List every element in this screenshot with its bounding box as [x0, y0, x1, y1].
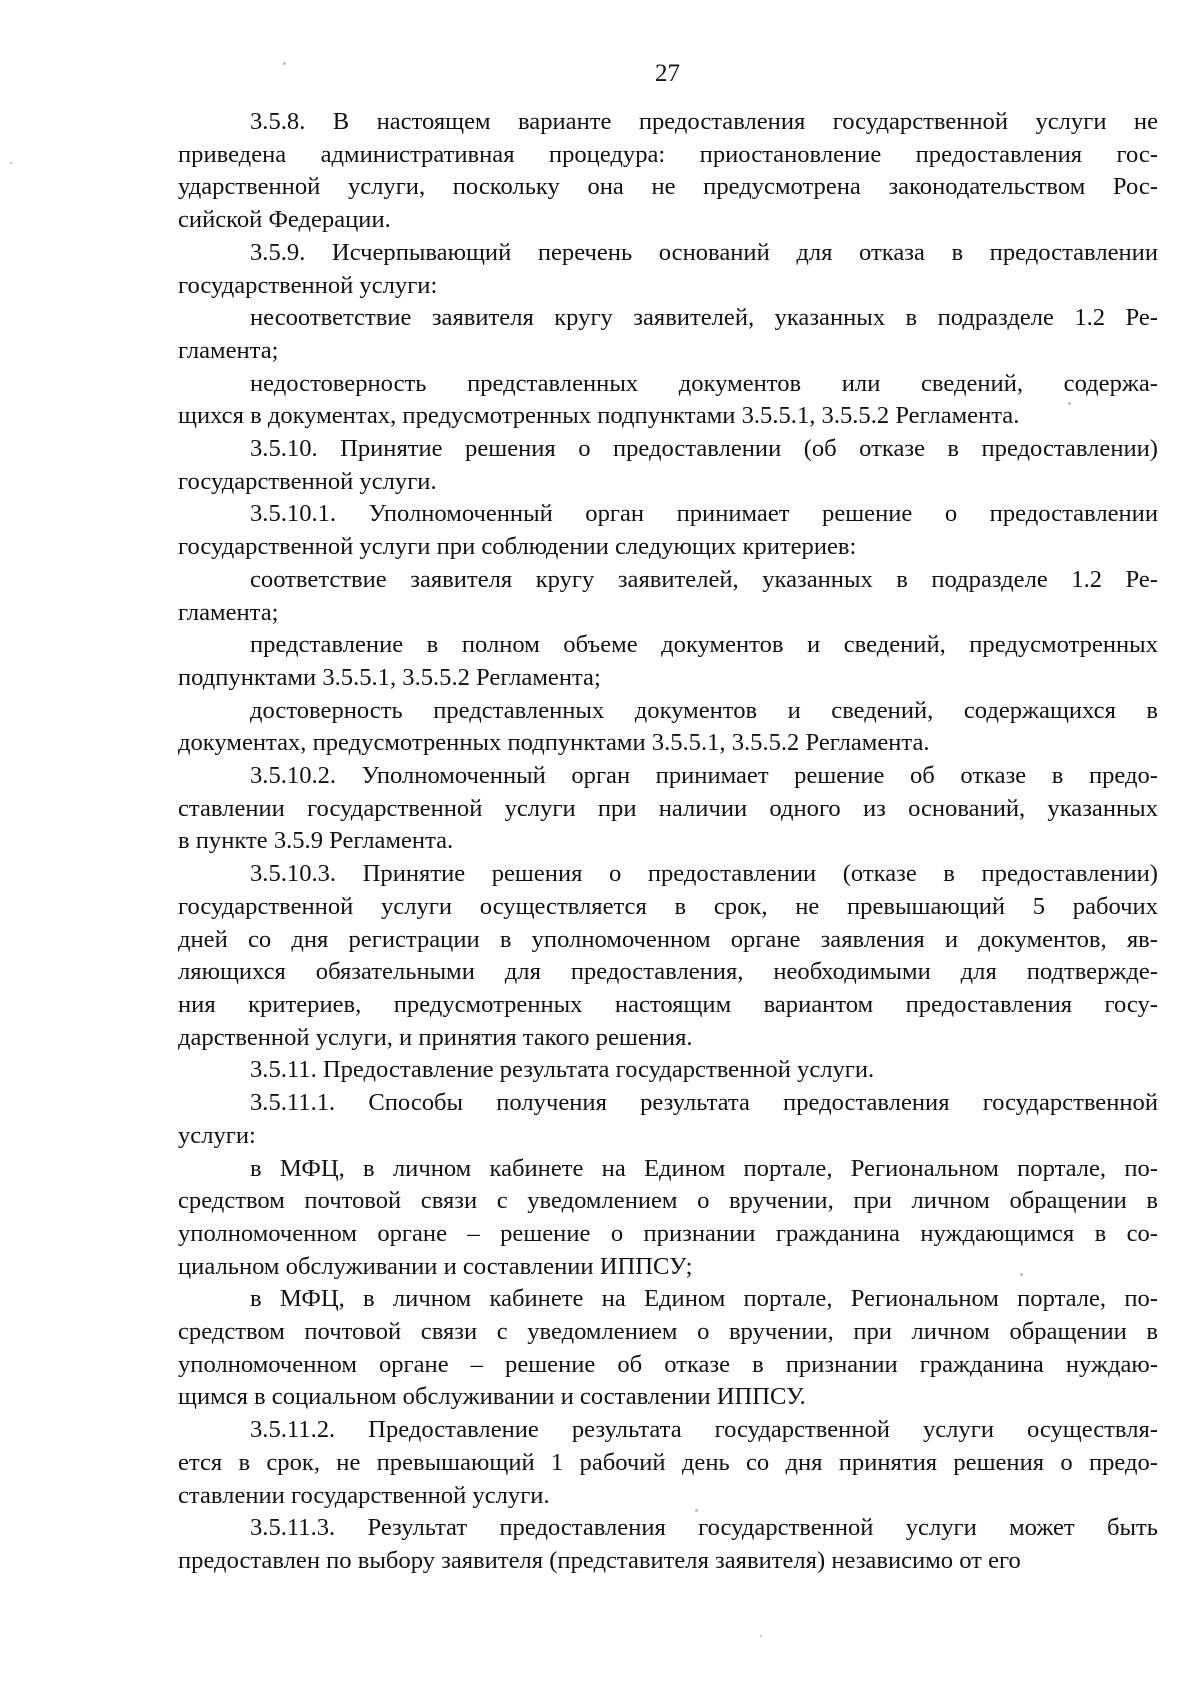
paragraph-line: в пункте 3.5.9 Регламента.	[178, 827, 454, 855]
paragraph-line: ния критериев, предусмотренных настоящим вариантом предоставления госу-	[178, 990, 1158, 1018]
scan-speck	[695, 1509, 698, 1512]
paragraph	[178, 433, 1158, 498]
paragraph-line: 3.5.10. Принятие решения о предоставлении (об отказе в предоставлении)	[250, 435, 1158, 463]
paragraph	[178, 629, 1158, 694]
paragraph-line: 3.5.11. Предоставление результата государственной услуги.	[250, 1056, 875, 1084]
paragraph-line: ляющихся обязательными для предоставления, необходимыми для подтвержде-	[178, 958, 1158, 986]
paragraph-line: 3.5.8. В настоящем варианте предоставления государственной услуги не	[250, 108, 1158, 135]
paragraph	[178, 695, 1158, 760]
paragraph-line: ставлении государственной услуги при наличии одного из оснований, указанных	[178, 794, 1158, 822]
paragraph	[178, 1054, 1158, 1087]
paragraph-line: 3.5.11.1. Способы получения результата предоставления государственной	[250, 1089, 1158, 1117]
paragraph	[178, 106, 1158, 237]
paragraph-line: достоверность представленных документов и сведений, содержащихся в	[250, 696, 1158, 724]
paragraph-line: государственной услуги при соблюдении следующих критериев:	[178, 533, 857, 561]
paragraph	[178, 564, 1158, 629]
paragraph-line: средством почтовой связи с уведомлением о вручении, при личном обращении в	[178, 1318, 1158, 1346]
paragraph-line: в МФЦ, в личном кабинете на Едином портале, Региональном портале, по-	[250, 1285, 1158, 1313]
paragraph-line: ставлении государственной услуги.	[178, 1481, 550, 1509]
paragraph	[178, 858, 1158, 1054]
document-body	[178, 106, 1158, 1578]
scan-speck	[283, 62, 286, 65]
paragraph-line: уполномоченном органе – решение об отказе в признании гражданина нуждаю-	[178, 1350, 1158, 1378]
paragraph-line: приведена административная процедура: приостановление предоставления гос-	[178, 140, 1158, 168]
paragraph-line: уполномоченном органе – решение о признании гражданина нуждающимся в со-	[178, 1219, 1158, 1247]
paragraph	[178, 1512, 1158, 1577]
paragraph	[178, 498, 1158, 563]
paragraph-line: несоответствие заявителя кругу заявителей, указанных в подразделе 1.2 Ре-	[250, 304, 1158, 332]
paragraph-line: 3.5.9. Исчерпывающий перечень оснований для отказа в предоставлении	[250, 238, 1158, 266]
paragraph-line: недостоверность представленных документов или сведений, содержа-	[250, 369, 1158, 397]
paragraph	[178, 1283, 1158, 1414]
paragraph-line: 3.5.10.2. Уполномоченный орган принимает решение об отказе в предо-	[250, 762, 1158, 790]
paragraph-line: государственной услуги.	[178, 467, 437, 495]
paragraph-line: предоставлен по выбору заявителя (представителя заявителя) независимо от его	[178, 1546, 1021, 1574]
paragraph	[178, 368, 1158, 433]
paragraph-line: ется в срок, не превышающий 1 рабочий день со дня принятия решения о предо-	[178, 1448, 1158, 1476]
paragraph-line: соответствие заявителя кругу заявителей, указанных в подразделе 1.2 Ре-	[250, 565, 1158, 593]
paragraph	[178, 760, 1158, 858]
paragraph-line: дарственной услуги, и принятия такого решения.	[178, 1023, 693, 1051]
paragraph-line: щимся в социальном обслуживании и составлении ИППСУ.	[178, 1383, 806, 1411]
paragraph-line: государственной услуги осуществляется в срок, не превышающий 5 рабочих	[178, 892, 1158, 920]
paragraph-line: средством почтовой связи с уведомлением о вручении, при личном обращении в	[178, 1187, 1158, 1215]
paragraph	[178, 1153, 1158, 1284]
paragraph-line: 3.5.10.3. Принятие решения о предоставлении (отказе в предоставлении)	[250, 860, 1158, 888]
paragraph	[178, 1087, 1158, 1152]
paragraph-line: 3.5.11.2. Предоставление результата государственной услуги осуществля-	[250, 1416, 1158, 1444]
paragraph-line: 3.5.11.3. Результат предоставления государственной услуги может быть	[250, 1514, 1158, 1542]
paragraph-line: подпунктами 3.5.5.1, 3.5.5.2 Регламента;	[178, 663, 601, 691]
paragraph	[178, 302, 1158, 367]
paragraph-line: гламента;	[178, 336, 279, 364]
paragraph-line: дней со дня регистрации в уполномоченном органе заявления и документов, яв-	[178, 925, 1158, 953]
scan-speck	[760, 1635, 762, 1637]
paragraph-line: представление в полном объеме документов и сведений, предусмотренных	[250, 631, 1158, 659]
page-number: 27	[655, 60, 680, 87]
paragraph-line: в МФЦ, в личном кабинете на Едином портале, Региональном портале, по-	[250, 1154, 1158, 1182]
paragraph-line: 3.5.10.1. Уполномоченный орган принимает решение о предоставлении	[250, 500, 1158, 528]
paragraph-line: ударственной услуги, поскольку она не предусмотрена законодательством Рос-	[178, 173, 1158, 201]
scan-speck	[1020, 1273, 1023, 1276]
paragraph-line: щихся в документах, предусмотренных подпунктами 3.5.5.1, 3.5.5.2 Регламента.	[178, 402, 1020, 430]
paragraph	[178, 1414, 1158, 1512]
paragraph-line: документах, предусмотренных подпунктами 3.5.5.1, 3.5.5.2 Регламента.	[178, 729, 930, 757]
paragraph-line: услуги:	[178, 1121, 256, 1149]
scan-speck	[10, 162, 12, 164]
paragraph	[178, 237, 1158, 302]
paragraph-line: государственной услуги:	[178, 271, 438, 299]
scan-speck	[1068, 402, 1071, 405]
paragraph-line: сийской Федерации.	[178, 206, 391, 234]
paragraph-line: циальном обслуживании и составлении ИППСУ;	[178, 1252, 693, 1280]
paragraph-line: гламента;	[178, 598, 279, 626]
